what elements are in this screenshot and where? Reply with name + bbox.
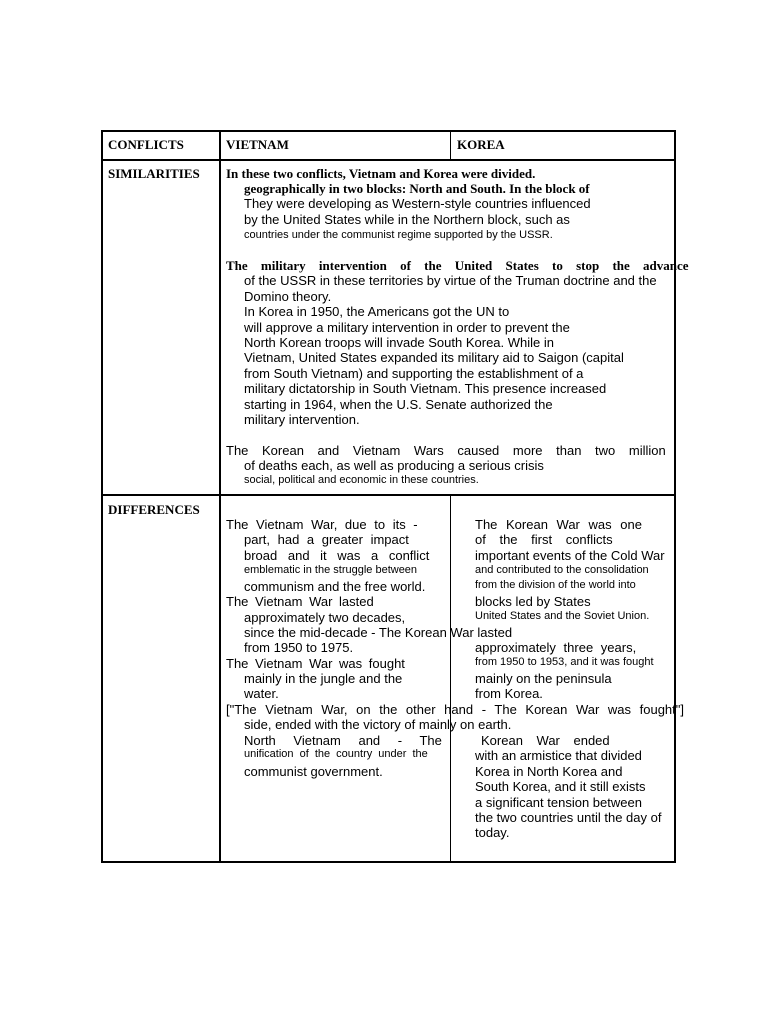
differences-line: the two countries until the day of bbox=[475, 810, 662, 825]
similarities-p2-line: North Korean troops will invade South Korea. While in bbox=[244, 335, 554, 350]
similarities-p2-line: In Korea in 1950, the Americans got the UN to bbox=[244, 304, 510, 319]
differences-line: emblematic in the struggle between bbox=[244, 564, 418, 576]
similarities-p1-line: countries under the communist regime supported by the USSR. bbox=[244, 229, 553, 241]
vietnam-korea-header-divider bbox=[450, 130, 451, 160]
differences-line: The Korean War was one bbox=[475, 517, 642, 532]
differences-line: side, ended with the victory of mainly on earth. bbox=[244, 717, 512, 732]
differences-line: communism and the free world. bbox=[244, 579, 426, 594]
similarities-p2-line: Vietnam, United States expanded its military aid to Saigon (capital bbox=[244, 350, 624, 365]
differences-line: communist government. bbox=[244, 764, 383, 779]
differences-line: unification of the country under the bbox=[244, 748, 428, 760]
differences-line: broad and it was a conflict bbox=[244, 548, 430, 563]
header-vietnam: VIETNAM bbox=[226, 137, 289, 152]
similarities-bottom-border bbox=[101, 494, 676, 496]
differences-line: important events of the Cold War bbox=[475, 548, 665, 563]
similarities-p3-line: The Korean and Vietnam Wars caused more than two million bbox=[226, 443, 666, 458]
differences-line: and contributed to the consolidation bbox=[475, 564, 649, 576]
similarities-p3-line: social, political and economic in these countries. bbox=[244, 474, 479, 486]
vietnam-korea-differences-divider bbox=[450, 495, 451, 862]
differences-line: approximately three years, bbox=[475, 640, 637, 655]
differences-line: mainly on the peninsula bbox=[475, 671, 612, 686]
differences-line: Korean War ended bbox=[481, 733, 610, 748]
similarities-p2-line: will approve a military intervention in order to prevent the bbox=[244, 320, 570, 335]
header-bottom-border bbox=[101, 159, 676, 161]
differences-line: from Korea. bbox=[475, 686, 543, 701]
similarities-p3-line: of deaths each, as well as producing a serious crisis bbox=[244, 458, 544, 473]
row-label-similarities: SIMILARITIES bbox=[108, 166, 200, 181]
differences-line: The Vietnam War lasted bbox=[226, 594, 374, 609]
similarities-p2-line: military intervention. bbox=[244, 412, 360, 427]
differences-line: a significant tension between bbox=[475, 795, 642, 810]
header-korea: KOREA bbox=[457, 137, 505, 152]
differences-line: Korea in North Korea and bbox=[475, 764, 623, 779]
differences-line: blocks led by States bbox=[475, 594, 591, 609]
differences-line: mainly in the jungle and the bbox=[244, 671, 403, 686]
differences-line: from 1950 to 1953, and it was fought bbox=[475, 656, 654, 668]
table-bottom-border bbox=[101, 861, 676, 863]
table-top-border bbox=[101, 130, 676, 132]
differences-line: of the first conflicts bbox=[475, 532, 613, 547]
differences-line: The Vietnam War was fought bbox=[226, 656, 405, 671]
similarities-p2-line: Domino theory. bbox=[244, 289, 332, 304]
similarities-p1-line: In these two conflicts, Vietnam and Korea were divided. bbox=[226, 166, 536, 181]
differences-line: from the division of the world into bbox=[475, 579, 636, 591]
differences-line: approximately two decades, bbox=[244, 610, 406, 625]
row-header-divider bbox=[219, 130, 221, 863]
table-right-border bbox=[674, 130, 676, 863]
similarities-p2-line: from South Vietnam) and supporting the establishment of a bbox=[244, 366, 584, 381]
similarities-p2-line: starting in 1964, when the U.S. Senate authorized the bbox=[244, 397, 553, 412]
similarities-p1-line: They were developing as Western-style countries influenced bbox=[244, 196, 591, 211]
differences-line: water. bbox=[244, 686, 279, 701]
row-label-differences: DIFFERENCES bbox=[108, 502, 200, 517]
similarities-p1-line: by the United States while in the Northern block, such as bbox=[244, 212, 570, 227]
similarities-p2-line: of the USSR in these territories by virtue of the Truman doctrine and the bbox=[244, 273, 657, 288]
header-conflicts: CONFLICTS bbox=[108, 137, 184, 152]
differences-line: United States and the Soviet Union. bbox=[475, 610, 650, 622]
differences-line: today. bbox=[475, 825, 510, 840]
differences-line: from 1950 to 1975. bbox=[244, 640, 354, 655]
differences-line: The Vietnam War, due to its - bbox=[226, 517, 418, 532]
similarities-p1-line: geographically in two blocks: North and South. In the block of bbox=[244, 181, 590, 196]
differences-line: North Vietnam and - The bbox=[244, 733, 442, 748]
differences-line: with an armistice that divided bbox=[475, 748, 642, 763]
differences-line: ["The Vietnam War, on the other hand - The Korean War was fought"] bbox=[226, 702, 684, 717]
differences-line: part, had a greater impact bbox=[244, 532, 409, 547]
table-left-border bbox=[101, 130, 103, 863]
differences-line: since the mid-decade - The Korean War lasted bbox=[244, 625, 513, 640]
differences-line: South Korea, and it still exists bbox=[475, 779, 646, 794]
similarities-p2-line: The military intervention of the United States to stop the advance bbox=[226, 258, 689, 273]
similarities-p2-line: military dictatorship in South Vietnam. This presence increased bbox=[244, 381, 607, 396]
